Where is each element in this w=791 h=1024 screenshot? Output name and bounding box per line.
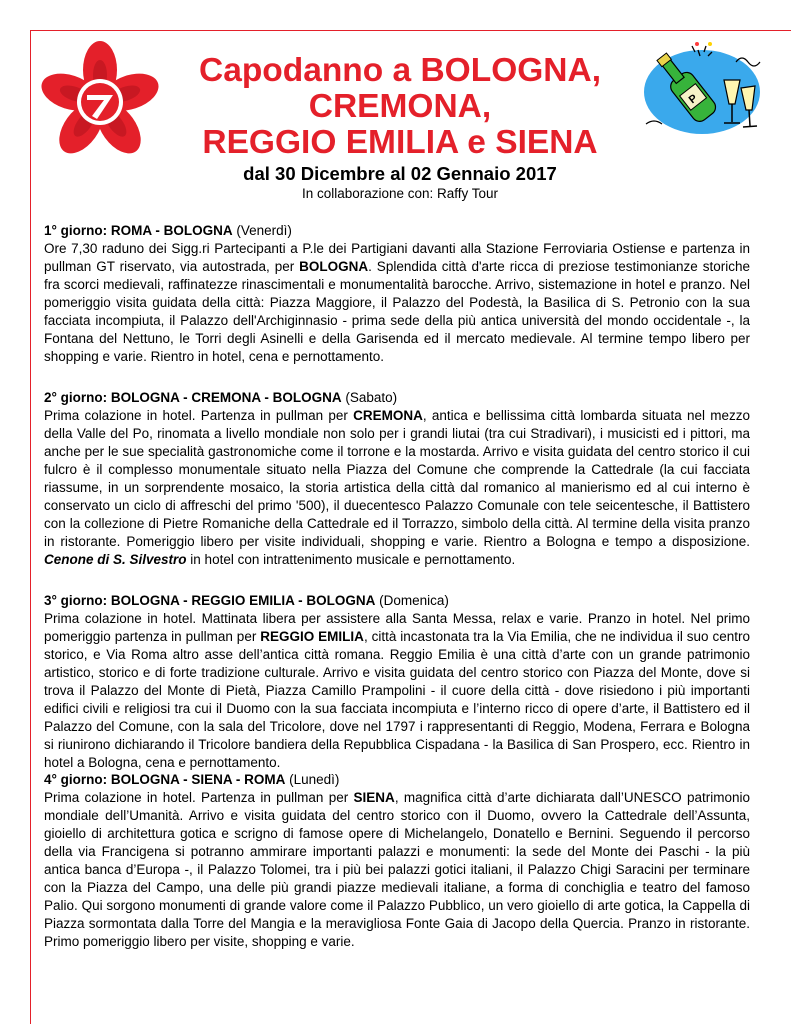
title-line-1: Capodanno a BOLOGNA, [199, 52, 601, 89]
day-2-city: CREMONA [353, 408, 423, 424]
day-3-text-b: , città incastonata tra la Via Emilia, che ne individua il suo centro storico, e Via Roma altro asse dell’antica città romana. Reggio Emilia è una città d’arte con un grande patrimonio artistico, storico e di forte tradizione culturale. Arrivo e visita guidata del centro storico con Piazza del Monte, dove si trova il Palazzo del Monte di Pietà, Piazza Camillo Prampolini - il cuore della città - dove risiedono i più importanti edifici civili e religiosi tra cui il Duomo con la sua facciata incompiuta e l’interno ricco di opere d’arte, il Battistero ed il Palazzo del Comune, con la sala del Tricolore, dove nel 1797 i rappresentanti di Reggio, Modena, Ferrara e Bologna si riunirono dichiarando il Tricolore bandiera della Repubblica Cispadana - la Basilica di San Prospero, ecc. Rientro in hotel a Bologna, cena e pernottamento. [44, 629, 750, 771]
day-3-city: REGGIO EMILIA [260, 629, 364, 645]
day-1-section [44, 222, 750, 366]
day-2-emphasis: Cenone di S. Silvestro [44, 552, 187, 568]
champagne-celebration-icon [640, 40, 765, 138]
day-4-title: 4° giorno: BOLOGNA - SIENA - ROMA [44, 772, 286, 787]
frame-top-line [30, 30, 791, 31]
day-2-title: 2° giorno: BOLOGNA - CREMONA - BOLOGNA [44, 390, 342, 405]
day-4-section [44, 771, 750, 951]
day-4-city: SIENA [353, 790, 395, 806]
day-1-header [44, 222, 750, 240]
day-3-header [44, 592, 750, 610]
day-4-weekday: (Lunedì) [285, 772, 340, 787]
day-3-title: 3° giorno: BOLOGNA - REGGIO EMILIA - BOLOGNA [44, 593, 376, 608]
day-2-text-c: in hotel con intrattenimento musicale e pernottamento. [186, 552, 516, 568]
day-1-weekday: (Venerdì) [232, 223, 292, 238]
collaboration-note: In collaborazione con: Raffy Tour [301, 186, 499, 201]
day-1-title: 1° giorno: ROMA - BOLOGNA [44, 223, 233, 238]
day-3-text-a: Prima colazione in hotel. Mattinata libera per assistere alla Santa Messa, relax e varie. Pranzo in hotel. Nel primo pomeriggio partenza in pullman per [44, 611, 750, 645]
frame-left-line [30, 30, 31, 1024]
title-line-3: REGGIO EMILIA e SIENA [202, 124, 598, 161]
title-line-2: CREMONA, [308, 88, 492, 125]
bottle-label-text: P [686, 92, 700, 107]
red-petal-logo-icon [35, 40, 165, 160]
day-2-text-a: Prima colazione in hotel. Partenza in pullman per [44, 408, 354, 424]
day-4-text-a: Prima colazione in hotel. Partenza in pullman per [44, 790, 354, 806]
day-1-city: BOLOGNA [299, 259, 369, 275]
day-3-section [44, 592, 750, 772]
day-1-text-b: . Splendida città d'arte ricca di preziose testimonianze storiche fra scorci medievali, raffinatezze rinascimentali e monumentalità barocche. Arrivo, sistemazione in hotel e pranzo. Nel pomeriggio visita guidata della città: Piazza Maggiore, il Palazzo del Podestà, la Basilica di S. Petronio con la sua facciata incompiuta, il Palazzo dell'Archiginnasio - prima sede della più antica università del mondo occidentale -, la Fontana del Nettuno, le Torri degli Asinelli e della Garisenda ed il mercato medievale. Al termine tempo libero per shopping e varie. Rientro in hotel, cena e pernottamento. [44, 259, 751, 365]
day-2-section [44, 389, 750, 569]
day-1-text-a: Ore 7,30 raduno dei Sigg.ri Partecipanti a P.le dei Partigiani davanti alla Stazione Ferroviaria Ostiense e partenza in pullman GT riservato, via autostrada, per [44, 241, 750, 275]
day-4-text-b: , magnifica città d’arte dichiarata dall’UNESCO patrimonio mondiale dell’Umanità. Arrivo e visita guidata del centro storico con il Duomo, ovvero la Cattedrale dell’Assunta, gioiello di architettura gotica e scrigno di famose opere di Michelangelo, Donatello e Bernini. Seguendo il percorso della via Francigena si potranno ammirare importanti palazzi e monumenti: la sede del Monte dei Paschi - la più antica banca d’Europa -, il Palazzo Tolomei, tra i più bei palazzi gotici italiani, il Palazzo Chigi Saracini per terminare con la Piazza del Campo, una delle più grandi piazze medievali italiane, a forma di conchiglia e teatro del famoso Palio. Qui sorgono monumenti di grande valore come il Palazzo Pubblico, un vero gioiello di arte gotica, la Cappella di Piazza sormontata dalla Torre del Mangia e la meravigliosa Fonte Gaia di Jacopo della Quercia. Pranzo in ristorante. Primo pomeriggio libero per visite, shopping e varie. [44, 790, 750, 950]
day-3-weekday: (Domenica) [375, 593, 449, 608]
day-2-text-b: , antica e bellissima città lombarda situata nel mezzo della Valle del Po, rinomata a livello mondiale non solo per i grandi liutai (tra cui Stradivari), i musicisti ed i pittori, ma anche per le sue specialità gastronomiche come il torrone e la mostarda. Arrivo e visita guidata del centro storico il cui fulcro è il complesso monumentale situato nella Piazza del Comune che comprende la Cattedrale (la cui facciata riassume, in un sorprendente mosaico, la storia artistica della città dal romanico al manierismo ed al cui interno è conservato un ciclo di affreschi del primo '500), il duecentesco Palazzo Comunale con tele seicentesche, il Battistero con la collezione di Pietre Romaniche della Cattedrale ed il Torrazzo, simbolo della città. Al termine della visita pranzo in ristorante. Pomeriggio libero per visite individuali, shopping e varie. Rientro a Bologna e tempo a disposizione. [44, 408, 750, 550]
day-2-header [44, 389, 750, 407]
trip-dates: dal 30 Dicembre al 02 Gennaio 2017 [243, 163, 557, 184]
day-4-header [44, 771, 750, 789]
day-2-weekday: (Sabato) [341, 390, 398, 405]
